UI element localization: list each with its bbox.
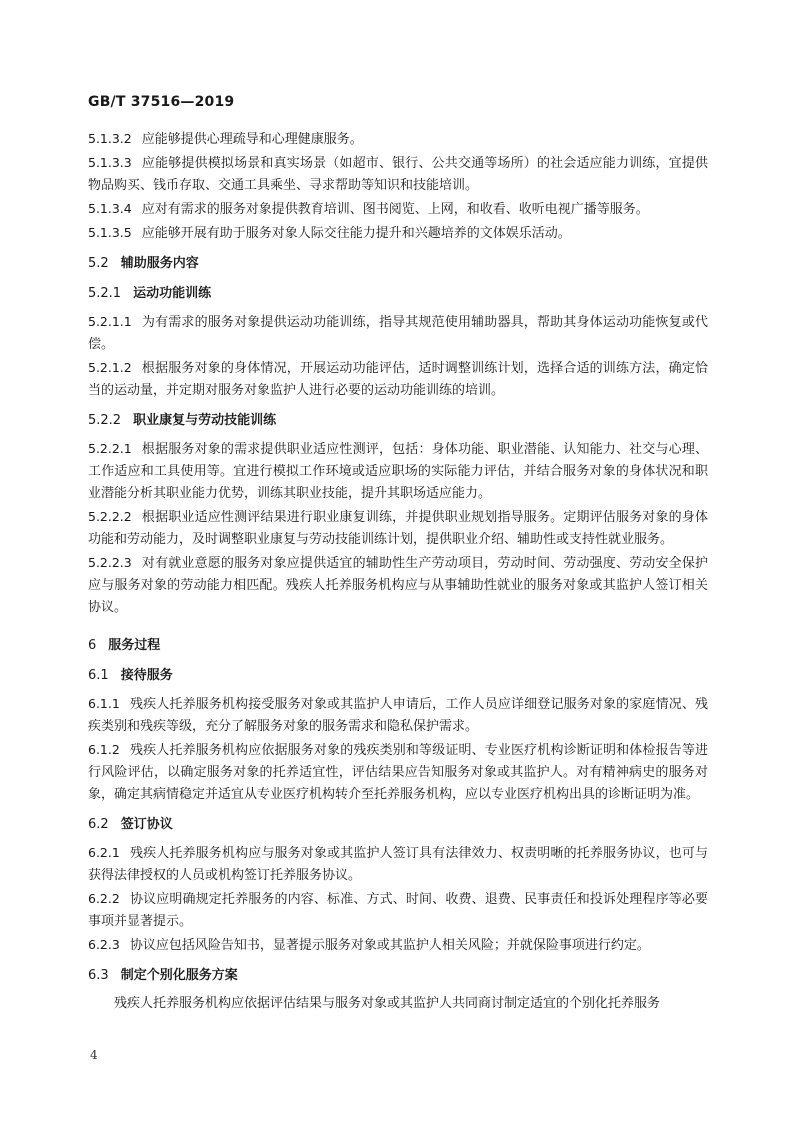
clause-paragraph <box>88 934 708 957</box>
clause-paragraph <box>88 438 708 505</box>
clause-number: 6 <box>88 638 97 653</box>
clause-text: 根据服务对象的需求提供职业适应性测评，包括：身体功能、职业潜能、认知能力、社交与心理、工作适应和工具使用等。宜进行模拟工作环境或适应职场的实际能力评估，并结合服务对象的身体状况和职业潜能分析其职业能力优势，训练其职业技能，提升其职场适应能力。 <box>88 442 708 501</box>
clause-text: 应能够提供模拟场景和真实场景（如超市、银行、公共交通等场所）的社会适应能力训练，宜提供物品购买、钱币存取、交通工具乘坐、寻求帮助等知识和技能培训。 <box>88 156 708 193</box>
subsection-heading <box>88 965 708 987</box>
document-body <box>88 128 708 1016</box>
clause-paragraph <box>88 128 708 151</box>
clause-text: 辅助服务内容 <box>120 256 199 271</box>
clause-number: 5.2.1.1 <box>88 314 132 329</box>
clause-text: 应能够开展有助于服务对象人际交往能力提升和兴趣培养的文体娱乐活动。 <box>141 226 571 241</box>
clause-number: 6.1.1 <box>88 696 120 711</box>
clause-number: 5.2.2.2 <box>88 509 132 524</box>
clause-number: 5.1.3.2 <box>88 131 132 146</box>
clause-text: 残疾人托养服务机构接受服务对象或其监护人申请后，工作人员应详细登记服务对象的家庭情况、残疾类别和残疾等级，充分了解服务对象的服务需求和隐私保护需求。 <box>88 697 708 734</box>
clause-paragraph <box>88 198 708 221</box>
clause-paragraph <box>88 888 708 933</box>
clause-text: 残疾人托养服务机构应与服务对象或其监护人签订具有法律效力、权责明晰的托养服务协议，也可与获得法律授权的人员或机构签订托养服务协议。 <box>88 846 708 883</box>
clause-paragraph <box>88 693 708 738</box>
clause-text: 接待服务 <box>120 668 173 683</box>
clause-number: 6.2.1 <box>88 845 120 860</box>
clause-text: 根据服务对象的身体情况，开展运动功能评估，适时调整训练计划，选择合适的训练方法，确定恰当的运动量，并定期对服务对象监护人进行必要的运动功能训练的培训。 <box>88 361 708 398</box>
clause-text: 应对有需求的服务对象提供教育培训、图书阅览、上网，和收看、收听电视广播等服务。 <box>141 202 649 217</box>
clause-number: 5.2.2.1 <box>88 441 132 456</box>
clause-text: 为有需求的服务对象提供运动功能训练，指导其规范使用辅助器具，帮助其身体运动功能恢复或代偿。 <box>88 315 708 352</box>
clause-number: 5.2.1.2 <box>88 360 132 375</box>
clause-text: 制定个别化服务方案 <box>120 968 238 983</box>
clause-text: 协议应明确规定托养服务的内容、标准、方式、时间、收费、退费、民事责任和投诉处理程序等必要事项并显著提示。 <box>88 892 708 929</box>
clause-paragraph <box>88 506 708 551</box>
subsection-heading <box>88 283 708 305</box>
clause-number: 6.1.2 <box>88 742 120 757</box>
clause-number: 6.2 <box>88 817 109 832</box>
page-number: 4 <box>90 1048 98 1062</box>
clause-paragraph <box>88 993 708 1015</box>
clause-text: 签订协议 <box>120 817 173 832</box>
clause-text: 服务过程 <box>108 638 161 653</box>
clause-text: 对有就业意愿的服务对象应提供适宜的辅助性生产劳动项目，劳动时间、劳动强度、劳动安全保护应与服务对象的劳动能力相匹配。残疾人托养服务机构应与从事辅助性就业的服务对象或其监护人签订相关协议。 <box>88 556 708 615</box>
clause-paragraph <box>88 311 708 356</box>
standard-code: GB/T 37516—2019 <box>88 94 235 110</box>
section-heading <box>88 635 708 657</box>
clause-number: 6.2.3 <box>88 937 120 952</box>
subsection-heading <box>88 665 708 687</box>
clause-paragraph <box>88 739 708 806</box>
subsection-heading <box>88 253 708 275</box>
clause-number: 5.2.2 <box>88 413 122 428</box>
clause-paragraph <box>88 222 708 245</box>
clause-text: 运动功能训练 <box>133 286 212 301</box>
clause-text: 残疾人托养服务机构应依据服务对象的残疾类别和等级证明、专业医疗机构诊断证明和体检报告等进行风险评估，以确定服务对象的托养适宜性，评估结果应告知服务对象或其监护人。对有精神病史的服务对象，确定其病情稳定并适宜从专业医疗机构转介至托养服务机构，应以专业医疗机构出具的诊断证明为准。 <box>88 743 708 802</box>
clause-paragraph <box>88 842 708 887</box>
clause-text: 协议应包括风险告知书，显著提示服务对象或其监护人相关风险；并就保险事项进行约定。 <box>129 938 650 953</box>
clause-number: 6.3 <box>88 968 109 983</box>
clause-number: 5.2.2.3 <box>88 555 132 570</box>
clause-number: 5.1.3.4 <box>88 201 132 216</box>
clause-number: 5.2 <box>88 256 109 271</box>
clause-text: 根据职业适应性测评结果进行职业康复训练，并提供职业规划指导服务。定期评估服务对象的身体功能和劳动能力，及时调整职业康复与劳动技能训练计划，提供职业介绍、辅助性或支持性就业服务。 <box>88 510 708 547</box>
subsection-heading <box>88 410 708 432</box>
clause-text: 职业康复与劳动技能训练 <box>133 413 277 428</box>
clause-paragraph <box>88 357 708 402</box>
clause-number: 6.2.2 <box>88 891 120 906</box>
subsection-heading <box>88 814 708 836</box>
clause-paragraph <box>88 552 708 619</box>
clause-number: 6.1 <box>88 668 109 683</box>
clause-number: 5.1.3.5 <box>88 225 132 240</box>
clause-number: 5.1.3.3 <box>88 155 132 170</box>
clause-text: 应能够提供心理疏导和心理健康服务。 <box>141 132 363 147</box>
clause-number: 5.2.1 <box>88 286 122 301</box>
clause-paragraph <box>88 152 708 197</box>
clause-text: 残疾人托养服务机构应依据评估结果与服务对象或其监护人共同商讨制定适宜的个别化托养服务 <box>114 996 661 1011</box>
